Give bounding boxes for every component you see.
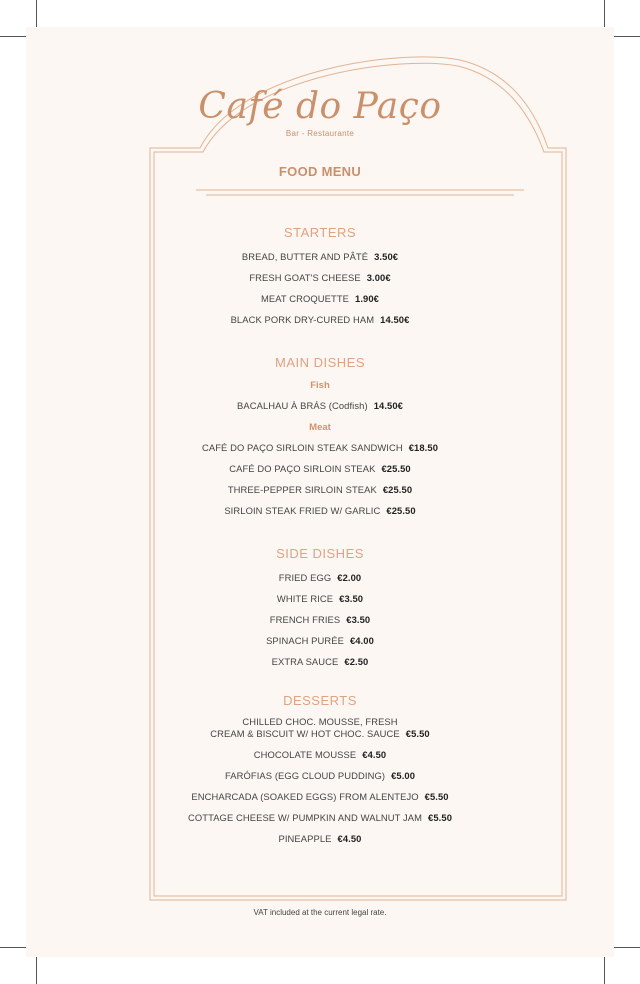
- brand-logo: Café do Paço: [198, 86, 442, 127]
- menu-item: CAFÉ DO PAÇO SIRLOIN STEAK €25.50: [229, 463, 411, 474]
- menu-item: FRENCH FRIES €3.50: [269, 614, 371, 625]
- menu-item: FRESH GOAT'S CHEESE 3.00€: [249, 272, 391, 283]
- menu-content: [0, 224, 640, 845]
- section-title-side-dishes: SIDE DISHES: [276, 546, 364, 561]
- menu-item: EXTRA SAUCE €2.50: [271, 656, 369, 667]
- menu-title: FOOD MENU: [278, 164, 362, 179]
- brand-tagline: Bar - Restaurante: [285, 129, 355, 138]
- menu-item: SIRLOIN STEAK FRIED W/ GARLIC €25.50: [224, 505, 416, 516]
- vat-note: VAT included at the current legal rate.: [253, 908, 387, 917]
- menu-item: BREAD, BUTTER AND PÂTÉ 3.50€: [241, 251, 399, 262]
- menu-item: BLACK PORK DRY-CURED HAM 14.50€: [230, 314, 410, 325]
- section-title-desserts: DESSERTS: [283, 693, 357, 708]
- section-title-starters: STARTERS: [283, 225, 357, 240]
- menu-item: CREAM & BISCUIT W/ HOT CHOC. SAUCE €5.50: [210, 728, 430, 739]
- menu-item: ENCHARCADA (SOAKED EGGS) FROM ALENTEJO €5.50: [191, 791, 449, 802]
- menu-item: FARÓFIAS (EGG CLOUD PUDDING) €5.00: [224, 770, 416, 781]
- menu-item: PINEAPPLE €4.50: [278, 833, 362, 844]
- menu-item: BACALHAU À BRÁS (Codfish) 14.50€: [237, 400, 403, 411]
- menu-item: CAFÉ DO PAÇO SIRLOIN STEAK SANDWICH €18.50: [201, 442, 439, 453]
- menu-item: FRIED EGG €2.00: [278, 572, 362, 583]
- menu-item: CHOCOLATE MOUSSE €4.50: [253, 749, 387, 760]
- menu-item: COTTAGE CHEESE W/ PUMPKIN AND WALNUT JAM €5.50: [187, 812, 453, 823]
- section-title-main-dishes: MAIN DISHES: [274, 355, 365, 370]
- menu-item-line: CHILLED CHOC. MOUSSE, FRESH: [242, 716, 398, 727]
- subsection-title-fish: Fish: [310, 380, 330, 391]
- menu-item: SPINACH PURÉE €4.00: [266, 635, 374, 646]
- menu-item: MEAT CROQUETTE 1.90€: [260, 293, 379, 304]
- menu-item: THREE-PEPPER SIRLOIN STEAK €25.50: [227, 484, 413, 495]
- subsection-title-meat: Meat: [309, 422, 331, 433]
- menu-item: WHITE RICE €3.50: [276, 593, 364, 604]
